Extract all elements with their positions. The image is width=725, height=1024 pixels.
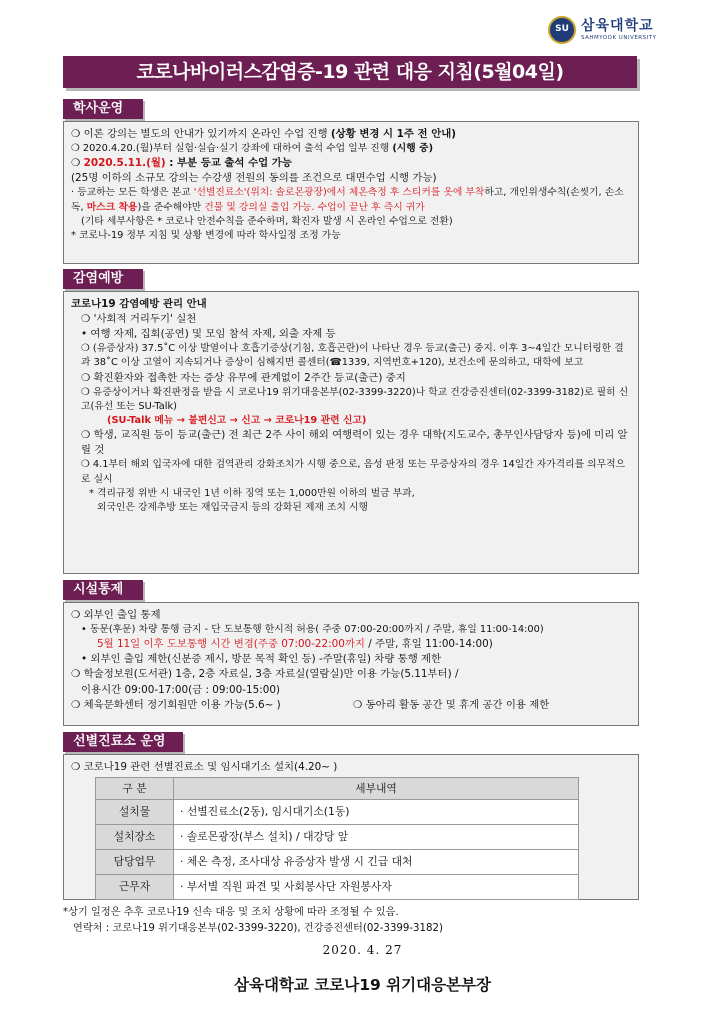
footnote xyxy=(63,905,443,937)
table-header-key: 구 분 xyxy=(96,778,174,800)
footnote-line-1: *상기 일정은 추후 코로나19 신속 대응 및 조치 상황에 따라 조정될 수 있음. xyxy=(63,907,399,918)
prevention-line-11: 외국인은 강제추방 또는 재입국금지 등의 강화된 제재 조치 시행 xyxy=(97,502,368,514)
clinic-line-1: ❍ 코로나19 관련 선별진료소 및 임시대기소 설치(4.20~ ) xyxy=(71,761,338,773)
document-signature: 삼육대학교 코로나19 위기대응본부장 xyxy=(234,976,491,994)
footnote-contact: 연락처 : 코로나19 위기대응본부(02-3399-3220), 건강증진센터(02-3399-3182) xyxy=(73,922,443,934)
prevention-box xyxy=(63,291,639,574)
facility-line-5: ❍ 학술정보원(도서관) 1층, 2층 자료실, 3층 자료실(열람실)만 이용 가능(5.11부터) / xyxy=(71,668,459,681)
university-logo xyxy=(548,16,656,44)
table-cell-key: 설치장소 xyxy=(96,825,174,850)
prevention-line-3: • 여행 자제, 집회(공연) 및 모임 참석 자제, 외출 자제 등 xyxy=(81,328,336,341)
table-row xyxy=(96,850,579,875)
facility-line-3: 5월 11일 이후 도보통행 시간 변경(주중 07:00-22:00까지 / 주말, 휴일 11:00-14:00) xyxy=(97,638,493,651)
prevention-line-6: ❍ 유증상이거나 확진판정을 받을 시 코로나19 위기대응본부(02-3399-3220)나 학교 건강증진센터(02-3399-3182)로 필히 신고(유선 또는 SU-Talk) xyxy=(81,386,629,412)
facility-line-4: • 외부인 출입 제한(신분증 제시, 방문 목적 확인 등) -주말(휴일) 차량 통행 제한 xyxy=(81,653,442,666)
table-header-row xyxy=(96,778,579,800)
prevention-line-10: * 격리규정 위반 시 내국인 1년 이하 징역 또는 1,000만원 이하의 벌금 부과, xyxy=(89,487,415,499)
prevention-line-8: ❍ 학생, 교직원 등이 등교(출근) 전 최근 2주 사이 해외 여행력이 있는 경우 대학(지도교수, 총무인사담당자 등)에 미리 알릴 것 xyxy=(81,429,628,457)
academic-line-7: * 코로나-19 정부 지침 및 상황 변경에 따라 학사일정 조정 가능 xyxy=(71,230,341,242)
university-seal-icon: SU xyxy=(548,16,576,44)
facility-line-7: ❍ 체육문화센터 정기회원만 이용 가능(5.6~ ) ❍ 동아리 활동 공간 및 휴게 공간 이용 제한 xyxy=(71,698,550,711)
academic-line-3: ❍ 2020.5.11.(월) : 부분 등교 출석 수업 가능 xyxy=(71,157,292,170)
table-row xyxy=(96,875,579,900)
section-heading-clinic: 선별진료소 운영 xyxy=(63,732,183,752)
academic-line-4: (25명 이하의 소규모 강의는 수강생 전원의 동의를 조건으로 대면수업 시행 가능) xyxy=(71,172,437,185)
logo-name-en: SAHMYOOK UNIVERSITY xyxy=(581,34,657,41)
table-cell-val: · 솔로몬광장(부스 설치) / 대강당 앞 xyxy=(174,825,579,850)
section-heading-prevention: 감염예방 xyxy=(63,269,143,289)
document-title: 코로나바이러스감염증-19 관련 대응 지침(5월04일) xyxy=(63,56,637,88)
academic-box xyxy=(63,121,639,264)
prevention-line-1: 코로나19 감염예방 관리 안내 xyxy=(71,298,207,310)
prevention-line-7: (SU-Talk 메뉴 → 불편신고 → 신고 → 코로나19 관련 신고) xyxy=(107,415,367,427)
table-row xyxy=(96,800,579,825)
prevention-line-2: ❍ '사회적 거리두기' 실천 xyxy=(81,313,197,326)
table-cell-val: · 부서별 직원 파견 및 사회봉사단 자원봉사자 xyxy=(174,875,579,900)
table-row xyxy=(96,825,579,850)
table-cell-val: · 체온 측정, 조사대상 유증상자 발생 시 긴급 대처 xyxy=(174,850,579,875)
clinic-table xyxy=(95,777,579,900)
section-heading-facility: 시설통제 xyxy=(63,580,143,600)
facility-line-6: 이용시간 09:00-17:00(금 : 09:00-15:00) xyxy=(81,683,280,696)
table-cell-key: 근무자 xyxy=(96,875,174,900)
table-header-val: 세부내역 xyxy=(174,778,579,800)
facility-line-2: • 동문(후문) 차량 통행 금지 - 단 도보통행 한시적 허용( 주중 07:00-20:00까지 / 주말, 휴일 11:00-14:00) xyxy=(81,624,544,636)
facility-box xyxy=(63,602,639,726)
facility-line-1: ❍ 외부인 출입 통제 xyxy=(71,609,161,621)
table-cell-key: 설치물 xyxy=(96,800,174,825)
section-heading-academic: 학사운영 xyxy=(63,99,143,119)
academic-line-2: ❍ 2020.4.20.(월)부터 실험·실습·실기 강좌에 대하여 출석 수업 일부 진행 (시행 중) xyxy=(71,143,434,155)
prevention-line-5: ❍ 확진환자와 접촉한 자는 증상 유무에 관계없이 2주간 등교(출근) 중지 xyxy=(81,371,406,384)
prevention-line-4: ❍ (유증상자) 37.5˚C 이상 발열이나 호흡기증상(기침, 호흡곤란)이 나타난 경우 등교(출근) 중지. 이후 3~4일간 모니터링한 결과 38˚C 이상 고열이 지속되거나 증상이 심해지면 콜센터(☎1339, 지역번호+120), 보건소에 문의하고, 대학에 보고 xyxy=(81,343,624,369)
logo-name-ko: 삼육대학교 xyxy=(581,18,654,35)
academic-line-1: ❍ 이론 강의는 별도의 안내가 있기까지 온라인 수업 진행 (상황 변경 시 1주 전 안내) xyxy=(71,128,457,140)
document-date: 2020. 4. 27 xyxy=(322,943,403,957)
table-cell-val: · 선별진료소(2동), 임시대기소(1동) xyxy=(174,800,579,825)
academic-line-5: · 등교하는 모든 학생은 본교 '선별진료소'(위치: 솔로몬광장)에서 체온측정 후 스티커를 옷에 부착하고, 개인위생수칙(손씻기, 손소독, 마스크 착용)을 준수해야만 건물 및 강의실 출입 가능. 수업이 끝난 후 즉시 귀가 xyxy=(71,187,624,213)
academic-line-6: (기타 세부사항은 * 코로나 안전수칙을 준수하며, 확진자 발생 시 온라인 수업으로 전환) xyxy=(81,215,453,227)
table-cell-key: 담당업무 xyxy=(96,850,174,875)
prevention-line-9: ❍ 4.1부터 해외 입국자에 대한 검역관리 강화조치가 시행 중으로, 음성 판정 또는 무증상자의 경우 14일간 자가격리를 의무적으로 실시 xyxy=(81,459,626,485)
